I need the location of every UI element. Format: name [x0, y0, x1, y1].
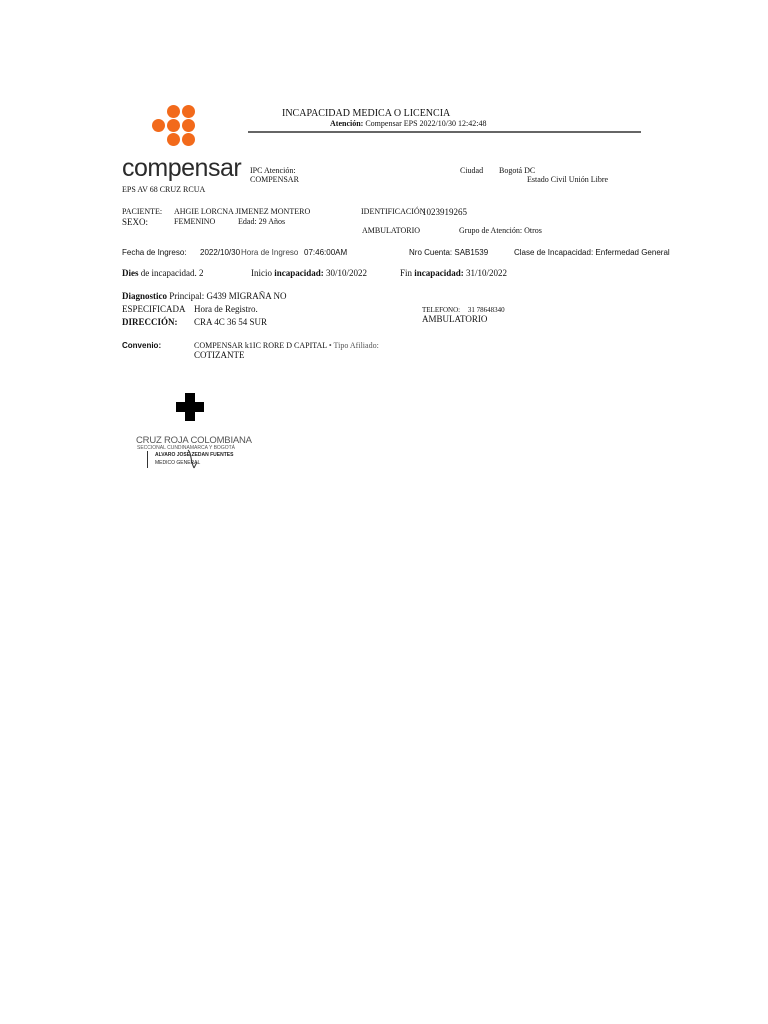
stamp-seccional: SECCIONAL CUNDINAMARCA Y BOGOTÁ [137, 445, 235, 451]
ambulatorio-2: AMBULATORIO [422, 314, 488, 324]
dias-incapacidad [122, 268, 203, 278]
tipo-afiliado-label: • Tipo Afiliado: [328, 341, 379, 350]
telefono [422, 306, 505, 314]
clase-incapacidad [514, 248, 670, 257]
fin-pre: Fin [400, 268, 413, 278]
ipc-value: COMPENSAR [250, 175, 299, 184]
header-rule [248, 131, 641, 133]
grupo-atencion: Grupo de Atención: Otros [459, 226, 542, 235]
direccion-value: CRA 4C 36 54 SUR [194, 317, 268, 327]
paciente-label: PACIENTE: [122, 207, 163, 216]
ipc-label: IPC Atención: [250, 166, 296, 175]
hora-ingreso-label: Hora de Ingreso [241, 248, 299, 257]
logo-dot [152, 119, 165, 132]
estado-civil: Estado Civil Unión Libre [527, 175, 609, 184]
hora-ingreso-value: 07:46:00AM [304, 248, 348, 257]
clase-incapacidad-label: Clase de Incapacidad: [514, 248, 594, 257]
sexo-label: SEXO: [122, 217, 149, 227]
inicio-incapacidad [251, 268, 367, 278]
document-title: INCAPACIDAD MEDICA O LICENCIA [282, 108, 451, 119]
atencion-value: Compensar EPS 2022/10/30 12:42:48 [365, 119, 487, 128]
stamp-cargo: MEDICO GENERAL [155, 460, 201, 466]
fin-label: incapacidad: [414, 268, 464, 278]
ciudad-label: Ciudad [460, 166, 484, 175]
diagnostico-value: Principal: G439 MIGRAÑA NO [169, 291, 287, 301]
signature-stroke [185, 448, 201, 470]
eps-line: EPS AV 68 CRUZ RCUA [122, 185, 206, 194]
atencion-label: Atención: [330, 119, 364, 128]
ambulatorio-1: AMBULATORIO [362, 226, 421, 235]
logo-dot [182, 105, 195, 118]
inicio-pre: Inicio [251, 268, 272, 278]
convenio-line1 [194, 341, 379, 350]
identificacion-label: IDENTIFICACIÓN [361, 207, 426, 216]
stamp-org: CRUZ ROJA COLOMBIANA [136, 435, 252, 446]
especificada-label: ESPECIFICADA [122, 304, 186, 314]
inicio-label: incapacidad: [274, 268, 324, 278]
fecha-ingreso-label: Fecha de Ingreso: [122, 248, 187, 257]
logo-dot [182, 119, 195, 132]
stamp-signature-mark [147, 451, 148, 468]
diagnostico [122, 291, 287, 301]
paciente-value: AHGIE LORCNA JIMENEZ MONTERO [174, 207, 311, 216]
convenio-label: Convenio: [122, 341, 162, 350]
sexo-value: FEMENINO [174, 217, 216, 226]
logo-dot [167, 133, 180, 146]
fin-value: 31/10/2022 [466, 268, 508, 278]
clase-incapacidad-value: Enfermedad General [595, 248, 670, 257]
diagnostico-label: Diagnostico [122, 291, 167, 301]
logo-dot [182, 133, 195, 146]
direccion-label: DIRECCIÓN: [122, 317, 178, 327]
identificacion-value: 1023919265 [422, 207, 467, 217]
especificada-value: Hora de Registro. [194, 304, 258, 314]
atencion-line [330, 119, 486, 128]
stamp-doctor: ALVARO JOSE ZEDAN FUENTES [155, 452, 234, 458]
telefono-label: TELEFONO: [422, 306, 461, 314]
inicio-value: 30/10/2022 [326, 268, 368, 278]
fin-incapacidad [400, 268, 507, 278]
red-cross-icon [176, 393, 204, 421]
edad: Edad: 29 Años [238, 217, 286, 226]
logo-dot [167, 119, 180, 132]
logo-dot [167, 105, 180, 118]
dias-label: Dies [122, 268, 139, 278]
dias-value: de incapacidad. 2 [140, 268, 204, 278]
ciudad-value: Bogotá DC [499, 166, 536, 175]
convenio-value: COMPENSAR k1IC RORE D CAPITAL [194, 341, 327, 350]
telefono-value: 31 78648340 [467, 306, 505, 314]
nro-cuenta: Nro Cuenta: SAB1539 [409, 248, 489, 257]
fecha-ingreso-value: 2022/10/30 [200, 248, 241, 257]
convenio-line2: COTIZANTE [194, 350, 245, 360]
logo-wordmark: compensar [122, 154, 242, 182]
